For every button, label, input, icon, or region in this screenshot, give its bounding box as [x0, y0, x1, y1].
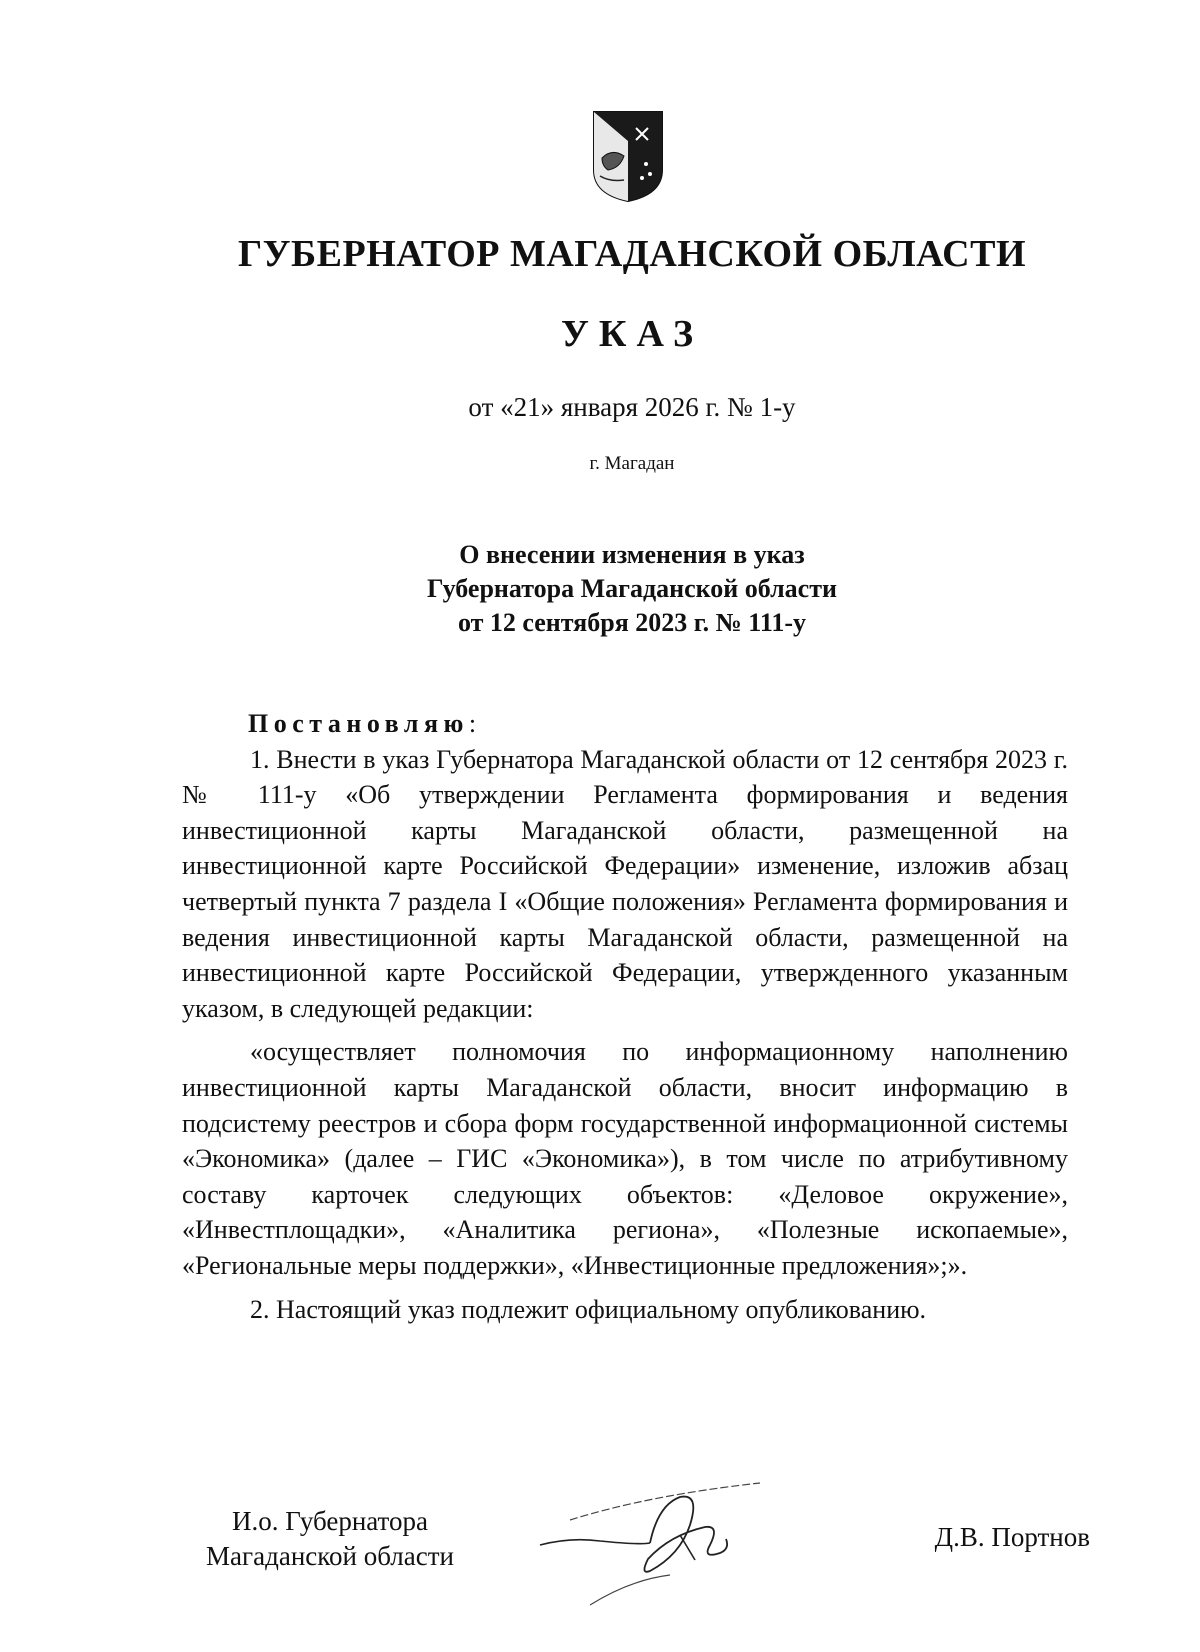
paragraph-quoted-amendment: «осуществляет полномочия по информационному наполнению инвестиционной карты Магаданской области, вносит информацию в подсистему реестров и сбора форм государственной информационной системы «Экономика» (далее – ГИС «Экономика»), в том числе по атрибутивному составу карточек следующих объектов: «Деловое окружение», «Инвестплощадки», «Аналитика региона», «Полезные ископаемые», «Региональные меры поддержки», «Инвестиционные предложения»;».	[182, 1037, 1068, 1280]
paragraph-item-1: 1. Внести в указ Губернатора Магаданской области от 12 сентября 2023 г. № 111-у «Об утверждении Регламента формирования и ведения инвестиционной карты Магаданской области, размещенной на инвестиционной карте Российской Федерации» изменение, изложив абзац четвертый пункта 7 раздела I «Общие положения» Регламента формирования и ведения инвестиционной карты Магаданской области, размещенной на инвестиционной карте Российской Федерации, утвержденного указанным указом, в следующей редакции:	[182, 744, 1068, 1023]
subject-line: Губернатора Магаданской области	[427, 574, 837, 603]
signatory-position-line: Магаданской области	[206, 1541, 454, 1571]
document-type: УКАЗ	[561, 313, 703, 355]
decree-colon: :	[468, 709, 477, 738]
document-subject	[0, 538, 1200, 640]
document-city: г. Магадан	[589, 453, 675, 474]
coat-of-arms-icon	[590, 108, 666, 204]
decree-word	[182, 706, 1068, 742]
paragraph-item-2: 2. Настоящий указ подлежит официальному опубликованию.	[250, 1294, 927, 1324]
subject-line: О внесении изменения в указ	[459, 540, 805, 569]
signatory-name: Д.В. Портнов	[934, 1522, 1090, 1552]
document-body	[182, 706, 1068, 1327]
handwritten-signature	[530, 1475, 810, 1625]
signatory-position	[180, 1504, 480, 1574]
issuer-title: ГУБЕРНАТОР МАГАДАНСКОЙ ОБЛАСТИ	[237, 233, 1027, 275]
signatory-position-line: И.о. Губернатора	[231, 1506, 428, 1536]
document-date-number: от «21» января 2026 г. № 1-у	[468, 392, 796, 422]
decree-word-text: Постановляю	[248, 709, 469, 738]
subject-line: от 12 сентября 2023 г. № 111-у	[457, 608, 807, 637]
